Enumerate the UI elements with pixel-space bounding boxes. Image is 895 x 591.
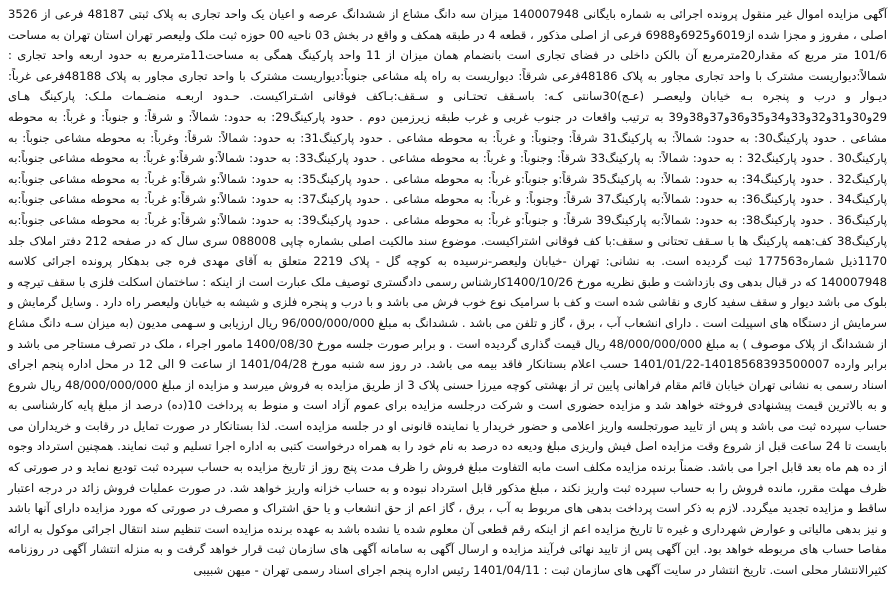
auction-notice-text: آگهی مزایده اموال غیر منقول پرونده اجرائی به شماره بایگانی 140007948 میزان سه دانگ مشاع از ششدانگ عرصه و اعیان یک واحد تجاری به پلاک ثبتی 48187 فرعی از 3526 اصلی ، مفروز و مجزا شده از6019و6925و6988 فرعی از اصلی مذکور ، قطعه 4 در طبقه همکف و واقع در بخش 03 ناحیه 00 حوزه ثبت ملک ولیعصر تهران استان تهران به مساحت 101/6 متر مربع که مقدار20مترمربع آن بالکن داخلی در فضای تجاری است بانضمام همان میزان از 11 واحد پارکینگ همگی به مساحت11مترمربع به حدود اربعه واحد تجاری : شمالاً:دیواریست مشترک با واحد تجاری مجاور به پلاک 48186فرعی شرقاً: دیواریست به راه پله مشاعی جنوباً:دیواریست مشترک با واحد تجاری مجاور به پلاک 48188فرعی غرباً: دیـوار و درب و پنجره بـه خیابان ولیعصـر (عـج)30سانتی کـه: باسـقف تحتـانی و سـقف:بـاکف فوقانی اشـتراکیست. حـدود اربعـه منضـمات ملـک: پارکینگ هـای 29و30و31و32و33و34و35و36و37و38و39 به ترتیب واقعات در جنوب غربی و غرب طبقه زیرزمین دوم . حدود پارکینگ29: به حدود: شمالاً: و شرقاً: و جنوباً: و غرباً: به محوطه مشاعی . حدود پارکینگ30: به حدود: شمالاً: به پارکینگ31 شرقاً: وجنوباً: و غرباً: به محوطه مشاعی . حدود پارکینگ31: به حدود: شمالاً: شرقاً: وغرباً: به محوطه مشاعی جنوباً: به پارکینگ30 . حدود پارکینگ32 : به حدود: شمالاً: به پارکینگ33 شرقاً: وجنوباً: و غرباً: به محوطه مشاعی . حدود پارکینگ33: به حدود: شمالاً:و شرقاً:و غرباً: به محوطه مشاعی جنوباً:به پارکینگ32 . حدود پارکینگ34: به حدود: شمالاً: به پارکینگ35 شرقاً:و جنوباً:و غرباً: به محوطه مشاعی . حدود پارکینگ35: به حدود: شمالاً:و شرقاً:و غرباً: به محوطه مشاعی جنوباً:به پارکینگ34 . حدود پارکینگ36: به حدود: شمالاً:به پارکینگ37 شرقاً: وجنوباً: و غرباً: به محوطه مشاعی . حدود پارکینگ37: به حدود: شمالاً:و شرقاً:و غرباً: به محوطه مشاعی جنوباً:به پارکینگ36 . حدود پارکینگ38: به حدود: شمالاً:به پارکینگ39 شرقاً: و جنوباً:و غرباً: به محوطه مشاعی . حدود پارکینگ39: به حدود: شمالاً:و شرقاً:و غرباً: به محوطه مشاعی جنوباً:به پارکینگ38 کف:همه پارکینگ ها با سـقف تحتانی و سقف:با کف فوقانی اشتراکیست. موضوع سند مالکیت اصلی بشماره چاپی 088008 سری سال که در صفحه 212 دفتر املاک جلد 1170ذیل شماره177563 ثبت گردیده است. به نشانی: تهران -خیابان ولیعصر-نرسیده به کوچه گل - پلاک 2219 متعلق به آقای مهدی فره جی بدهکار پرونده اجرائی کلاسه 140007948 که در قبال بدهی وی بازداشت و طبق نظریه مورخ 1400/10/26کارشناس رسمی دادگستری توصیف ملک عبارت است از اینکه : ساختمان اسکلت فلزی با سقف تیرچه و بلوک می باشد دیوار و سقف سفید کاری و نقاشی شده است و کف با سرامیک نوع خوب فرش می باشد و با درب و پنجره فلزی و شیشه به خیابان ولیعصر راه دارد . وسایل گرمایش و سرمایش از دستگاه های اسپیلت است . دارای انشعاب آب ، برق ، گاز و تلفن می باشد . ششدانگ به مبلغ 96/000/000/000 ریال ارزیابی و سـهمی مدیون (به میزان سـه دانگ مشاع از ششدانگ از پلاک موصوف ) به مبلغ 48/000/000/000 ریال قیمت گذاری گردیده است . و برابر صورت جلسه مورخ 1400/08/30 مامور اجراء ، ملک در تصرف مستاجر می باشد و برابر وارده 14018568393500007-1401/01/22 حسب اعلام بستانکار فاقد بیمه می باشد. در روز سه شنبه مورخ 1401/04/28 از ساعت 9 الی 12 در محل اداره پنجم اجرای اسناد رسمی به نشانی تهران خیابان قائم مقام فراهانی پایین تر از بهشتی کوچه میرزا حسنی پلاک 3 از طریق مزایده به فروش میرسد و مزایده از مبلغ 48/000/000/000 ریال شروع و به بالاترین قیمت پیشنهادی فروخته خواهد شد و مزایده حضوری است و شرکت درجلسه مزایده برای عموم آزاد است و منوط به پرداخت 10(ده) درصد از مبلغ پایه کارشناسی به حساب سپرده ثبت می باشد و پس از تایید صورتجلسه واریز اعلامی و حضور خریدار یا نماینده قانونی او در جلسه مزایده است. لذا بستانکار در صورت تمایل در رقابت و خریداران می بایست تا 24 ساعت قبل از شروع وقت مزایده اصل فیش واریزی مبلغ ودیعه ده درصد به نام خود را به همراه درخواست کتبی به اداره اجرا تسلیم و ثبت نمایند. همچنین استرداد وجوه از ده هم ماه بعد قابل اجرا می باشد. ضمناً برنده مزایده مکلف است مابه التفاوت مبلغ فروش را ظرف مدت پنج روز از تاریخ مزایده به حساب سپرده ثبت تودیع نماید و در صورتی که ظرف مهلت مقرر، مانده فروش را به حساب سپرده ثبت واریز نکند ، مبلغ مذکور قابل استرداد نبوده و به حساب خزانه واریز خواهد شد. در صورت عملیات فروش زائد در درجه اعتبار ساقط و مزایده تجدید میگردد. لازم به ذکر است پرداخت بدهی های مربوط به آب ، برق ، گاز اعم از حق انشعاب و یا حق اشتراک و مصرف در صورتی که مورد مزایده دارای آنها باشد و نیز بدهی مالیاتی و عوارض شهرداری و غیره تا تاریخ مزایده اعم از اینکه رقم قطعی آن معلوم شده یا نشده باشد به عهده برنده مزایده است تنظیم سند انتقال اجرائی موکول به ارائه مفاصا حساب های مربوطه خواهد بود. این آگهی پس از تایید نهائی فرآیند مزایده و ارسال آگهی به سامانه آگهی های سازمان ثبت قرار خواهد گرفت و به منزله انتشار آگهی در روزنامه کثیرالانتشار محلی است. تاریخ انتشار در سایت آگهی های سازمان ثبت : 1401/04/11 رئیس اداره پنجم اجرای اسناد رسمی تهران - میهن شبیبی [8,7,888,578]
